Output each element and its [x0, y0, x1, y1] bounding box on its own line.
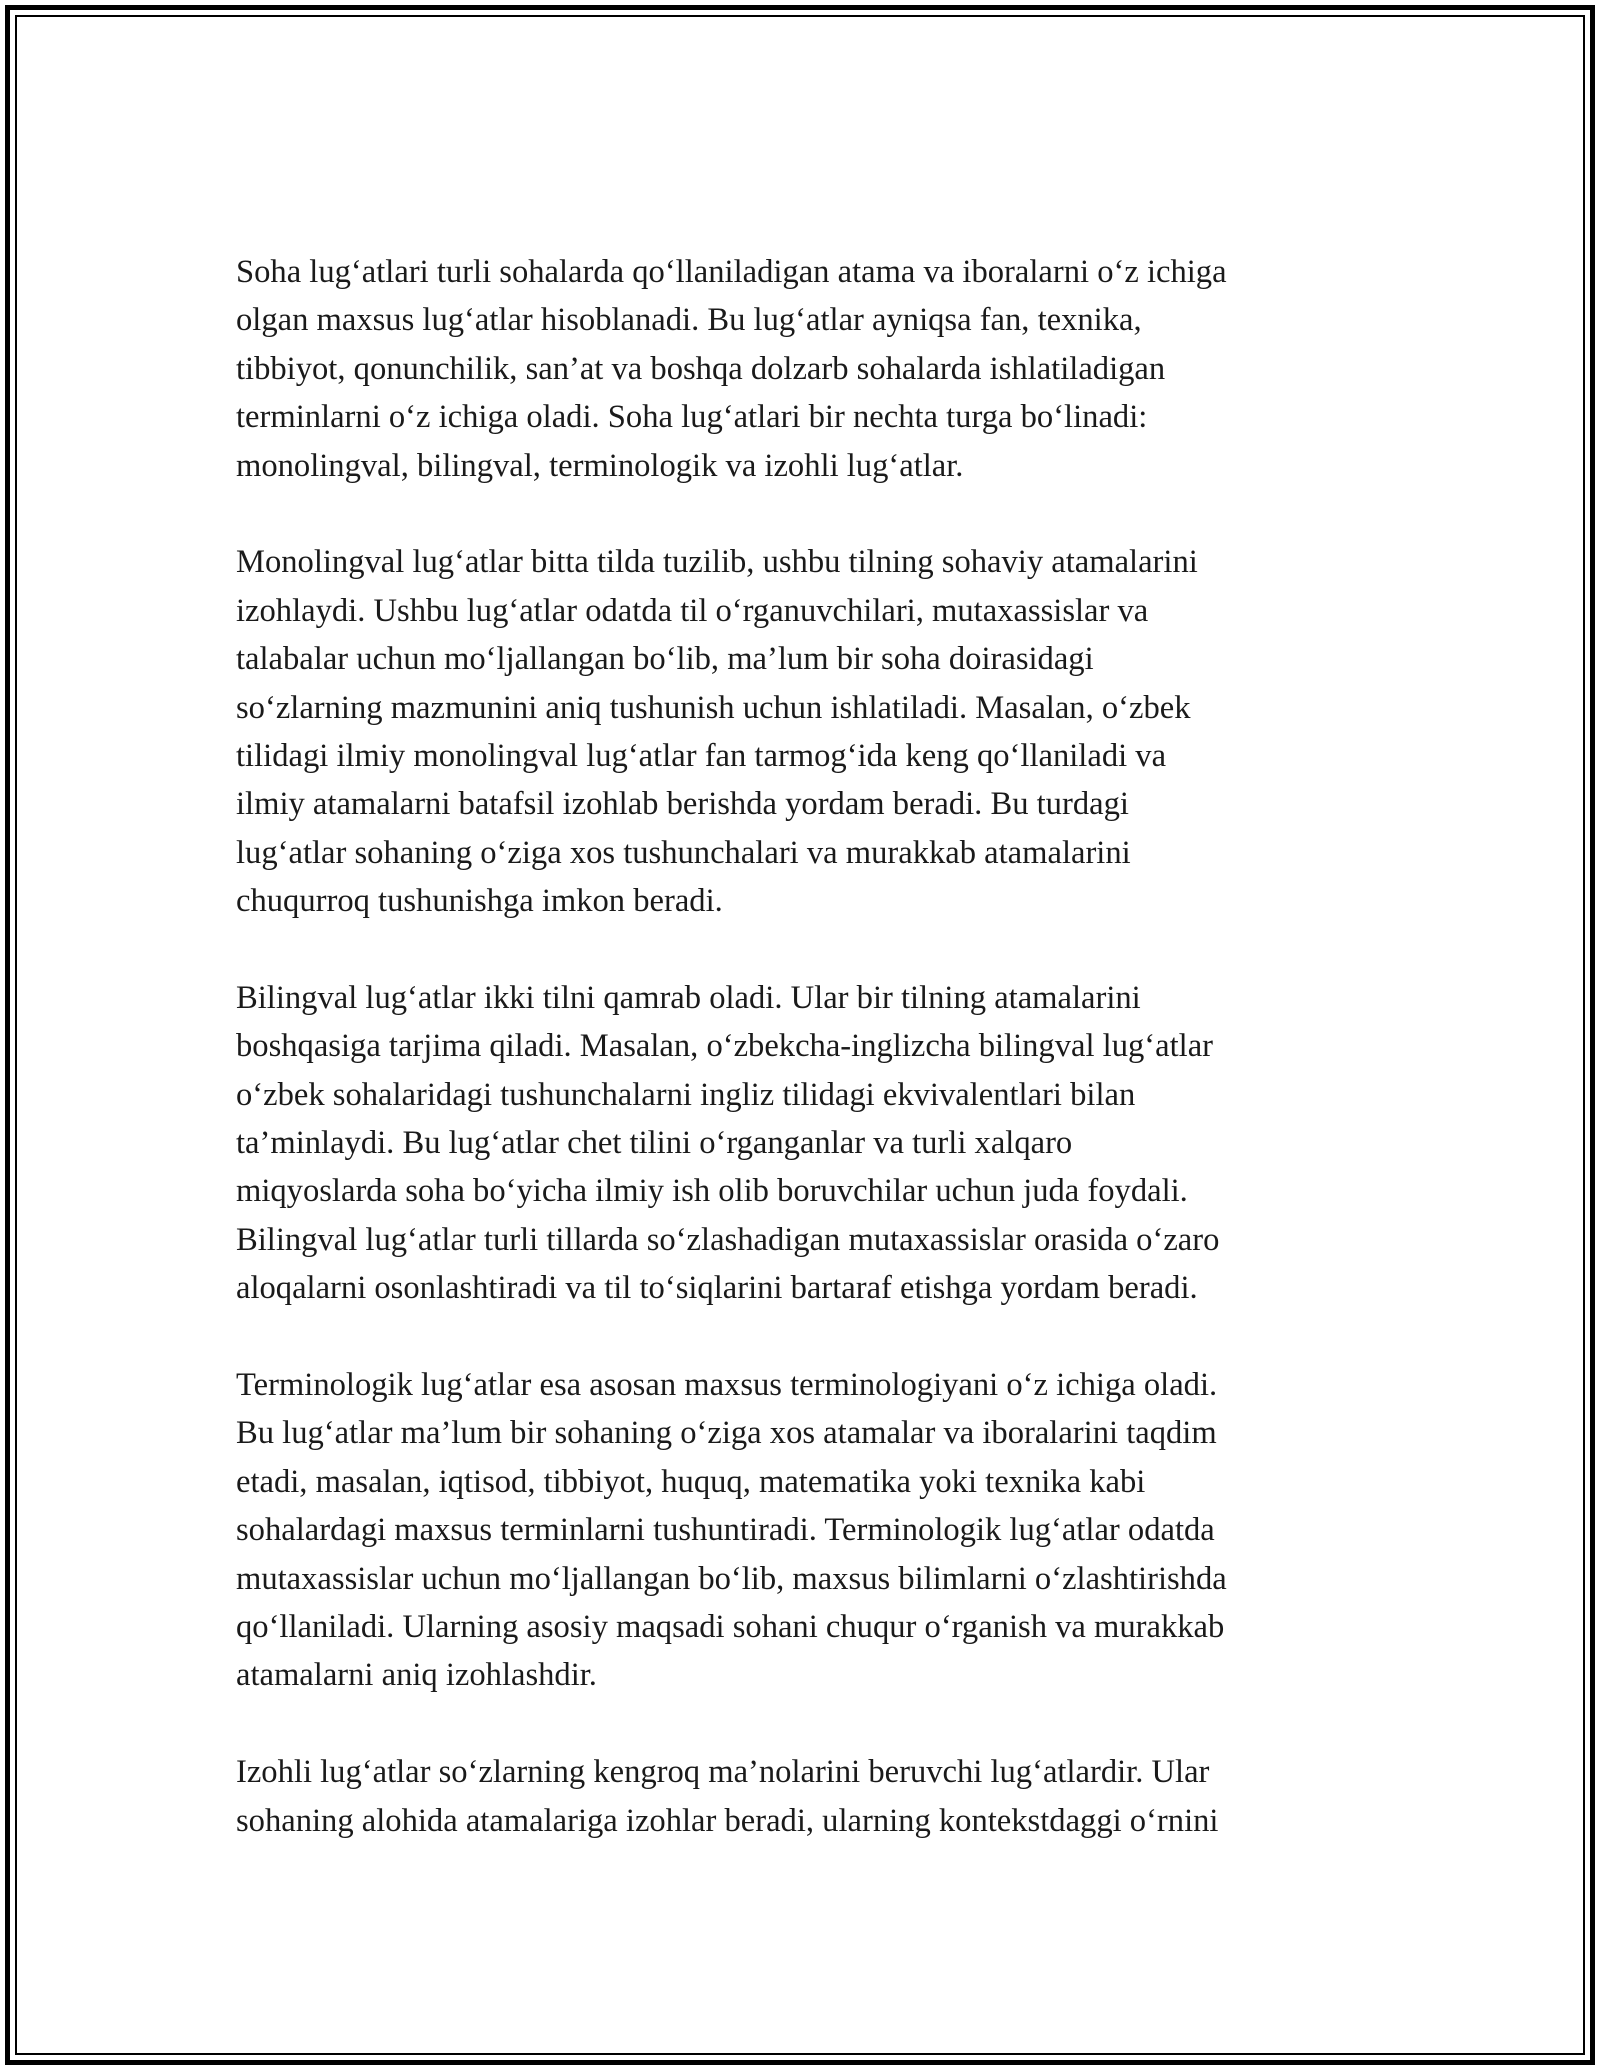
text-line: mutaxassislar uchun moʻljallangan boʻlib, maxsus bilimlarni oʻzlashtirishda	[236, 1560, 1227, 1597]
paragraph-izohli	[236, 1748, 1376, 1845]
text-line: aloqalarni osonlashtiradi va til toʻsiqlarini bartaraf etishga yordam beradi.	[236, 1270, 1198, 1307]
text-line: ta’minlaydi. Bu lugʻatlar chet tilini oʻrganganlar va turli xalqaro	[236, 1125, 1073, 1162]
text-line: talabalar uchun moʻljallangan boʻlib, ma’lum bir soha doirasidagi	[236, 641, 1094, 678]
text-line: Bilingval lugʻatlar ikki tilni qamrab oladi. Ular bir tilning atamalarini	[236, 979, 1141, 1016]
text-line: lugʻatlar sohaning oʻziga xos tushunchalari va murakkab atamalarini	[236, 834, 1131, 871]
text-line: atamalarni aniq izohlashdir.	[236, 1657, 597, 1694]
text-line: boshqasiga tarjima qiladi. Masalan, oʻzbekcha-inglizcha bilingval lugʻatlar	[236, 1028, 1214, 1065]
text-line: olgan maxsus lugʻatlar hisoblanadi. Bu lugʻatlar ayniqsa fan, texnika,	[236, 302, 1142, 339]
text-line: tilidagi ilmiy monolingval lugʻatlar fan tarmogʻida keng qoʻllaniladi va	[236, 737, 1167, 774]
text-line: Soha lugʻatlari turli sohalarda qoʻllaniladigan atama va iboralarni oʻz ichiga	[236, 254, 1227, 290]
paragraph-monolingval	[236, 538, 1376, 925]
text-line: ilmiy atamalarni batafsil izohlab berishda yordam beradi. Bu turdagi	[236, 786, 1129, 823]
text-line: etadi, masalan, iqtisod, tibbiyot, huquq, matematika yoki texnika kabi	[236, 1463, 1146, 1500]
text-line: monolingval, bilingval, terminologik va izohli lugʻatlar.	[236, 447, 964, 484]
text-line: tibbiyot, qonunchilik, san’at va boshqa dolzarb sohalarda ishlatiladigan	[236, 350, 1166, 387]
document-body	[236, 248, 1376, 1893]
text-line: miqyoslarda soha boʻyicha ilmiy ish olib boruvchilar uchun juda foydali.	[236, 1173, 1188, 1210]
text-line: sohalardagi maxsus terminlarni tushuntiradi. Terminologik lugʻatlar odatda	[236, 1512, 1215, 1549]
text-line: Monolingval lugʻatlar bitta tilda tuzilib, ushbu tilning sohaviy atamalarini	[236, 544, 1198, 581]
text-line: izohlaydi. Ushbu lugʻatlar odatda til oʻrganuvchilari, mutaxassislar va	[236, 592, 1149, 629]
paragraph-terminologik	[236, 1361, 1376, 1700]
paragraph-soha-lugatlari	[236, 248, 1376, 490]
text-line: oʻzbek sohalaridagi tushunchalarni ingliz tilidagi ekvivalentlari bilan	[236, 1076, 1136, 1113]
text-line: sohaning alohida atamalariga izohlar beradi, ularning kontekstdaggi oʻrnini	[236, 1802, 1219, 1839]
text-line: Izohli lugʻatlar soʻzlarning kengroq ma’nolarini beruvchi lugʻatlardir. Ular	[236, 1754, 1210, 1791]
text-line: Terminologik lugʻatlar esa asosan maxsus terminologiyani oʻz ichiga oladi.	[236, 1366, 1218, 1403]
text-line: chuqurroq tushunishga imkon beradi.	[236, 883, 723, 920]
text-line: qoʻllaniladi. Ularning asosiy maqsadi sohani chuqur oʻrganish va murakkab	[236, 1608, 1225, 1645]
text-line: terminlarni oʻz ichiga oladi. Soha lugʻatlari bir nechta turga boʻlinadi:	[236, 399, 1148, 436]
text-line: Bu lugʻatlar ma’lum bir sohaning oʻziga xos atamalar va iboralarini taqdim	[236, 1415, 1217, 1452]
text-line: soʻzlarning mazmunini aniq tushunish uchun ishlatiladi. Masalan, oʻzbek	[236, 689, 1191, 726]
text-line: Bilingval lugʻatlar turli tillarda soʻzlashadigan mutaxassislar orasida oʻzaro	[236, 1221, 1220, 1258]
paragraph-bilingval	[236, 974, 1376, 1313]
